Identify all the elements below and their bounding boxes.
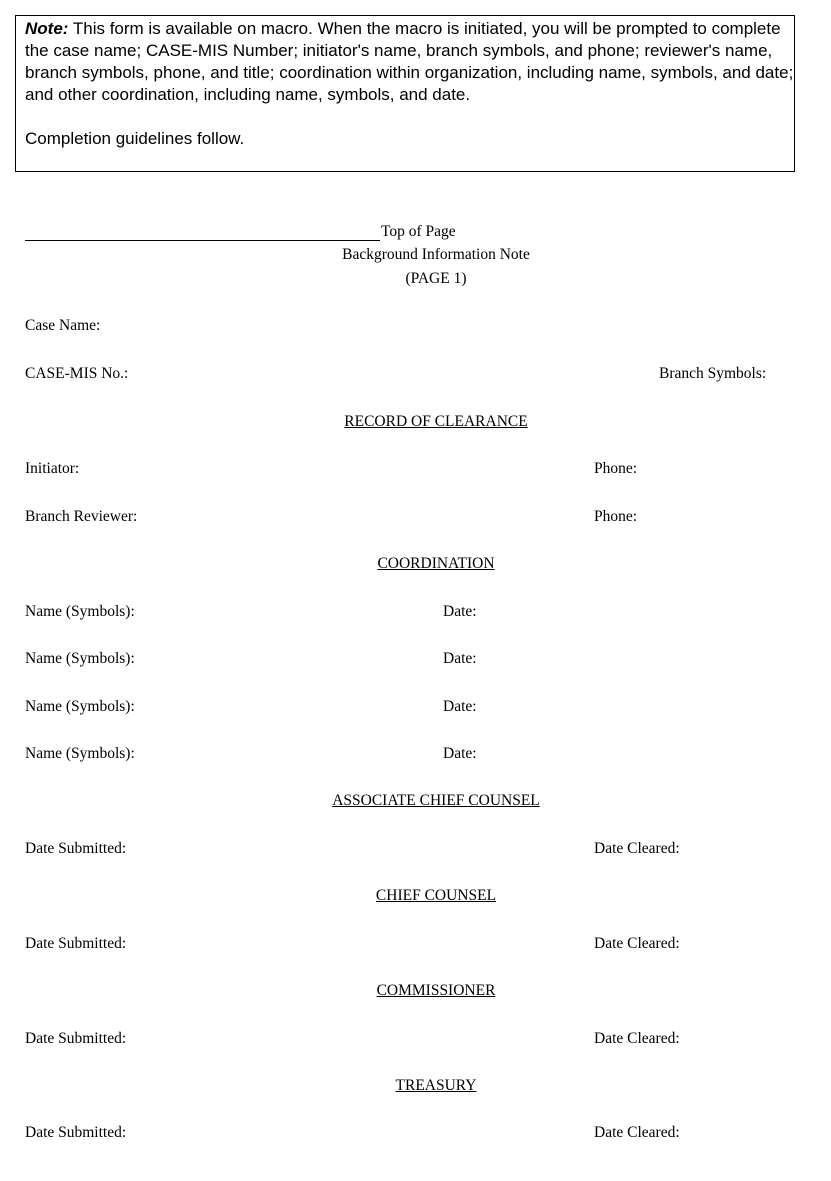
- branch-symbols-label: Branch Symbols:: [659, 365, 767, 382]
- initiator-label: Initiator:: [25, 460, 80, 477]
- cc-date-submitted: Date Submitted:: [25, 935, 127, 952]
- reviewer-phone-label: Phone:: [594, 508, 638, 525]
- commissioner-date-cleared: Date Cleared:: [594, 1030, 680, 1047]
- note-body: This form is available on macro. When the macro is initiated, you will be prompted to complete the case name; CASE-MIS Number; initiator's name, branch symbols, and phone; reviewer's name, branch symbols, phone, and title; coordination within organization, including name, symbols, and date; and other coordination, including name, symbols, and date.: [25, 19, 794, 104]
- top-of-page-link[interactable]: Top of Page: [381, 223, 456, 240]
- note-text: [25, 18, 794, 106]
- initiator-phone-label: Phone:: [594, 460, 638, 477]
- coord-name-label: Name (Symbols):: [25, 603, 135, 620]
- note-box: [15, 15, 795, 172]
- coord-date-label: Date:: [443, 698, 477, 715]
- treasury-date-submitted: Date Submitted:: [25, 1124, 127, 1141]
- page-number: (PAGE 1): [405, 270, 467, 287]
- treasury-date-cleared: Date Cleared:: [594, 1124, 680, 1141]
- commissioner-date-submitted: Date Submitted:: [25, 1030, 127, 1047]
- page-title: Background Information Note: [342, 246, 530, 263]
- treasury-heading: TREASURY: [395, 1077, 477, 1094]
- coord-date-label: Date:: [443, 745, 477, 762]
- record-heading: RECORD OF CLEARANCE: [344, 413, 528, 430]
- reviewer-label: Branch Reviewer:: [25, 508, 138, 525]
- cc-heading: CHIEF COUNSEL: [375, 887, 497, 904]
- coord-date-label: Date:: [443, 603, 477, 620]
- acc-date-cleared: Date Cleared:: [594, 840, 680, 857]
- note-label: Note:: [25, 19, 69, 38]
- case-name-label: Case Name:: [25, 317, 101, 334]
- coord-name-label: Name (Symbols):: [25, 745, 135, 762]
- note-footer: Completion guidelines follow.: [25, 129, 245, 148]
- acc-heading: ASSOCIATE CHIEF COUNSEL: [332, 792, 540, 809]
- coord-name-label: Name (Symbols):: [25, 698, 135, 715]
- acc-date-submitted: Date Submitted:: [25, 840, 127, 857]
- coordination-heading: COORDINATION: [377, 555, 495, 572]
- case-mis-label: CASE-MIS No.:: [25, 365, 129, 382]
- cc-date-cleared: Date Cleared:: [594, 935, 680, 952]
- coord-date-label: Date:: [443, 650, 477, 667]
- commissioner-heading: COMMISSIONER: [376, 982, 496, 999]
- top-rule: [25, 240, 380, 241]
- coord-name-label: Name (Symbols):: [25, 650, 135, 667]
